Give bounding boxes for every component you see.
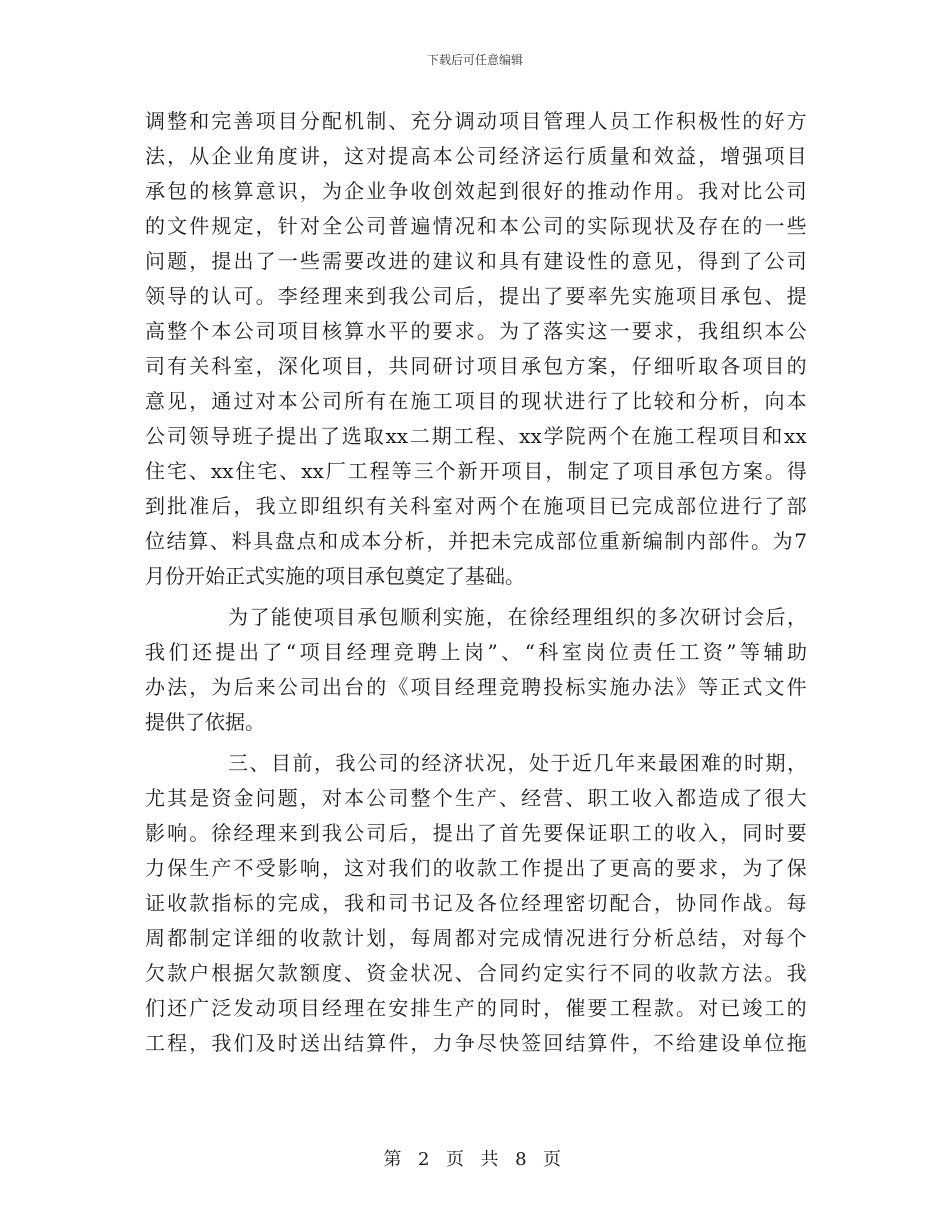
paragraph-line: 尤 其 是 资 金 问 题 ， 对 本 公 司 整 个 生 产 、 经 营 、 职 工 收 入 都 造 成 了 很 大 xyxy=(145,786,807,810)
paragraph-line: 证 收 款 指 标 的 完 成 ， 我 和 司 书 记 及 各 位 经 理 密 切 配 合 ， 协 同 作 战 。 每 xyxy=(145,891,807,915)
paragraph-line: 的 文 件 规 定 ， 针 对 全 公 司 普 遍 情 况 和 本 公 司 的 实 际 现 状 及 存 在 的 一 些 xyxy=(145,214,807,238)
paragraph-line: 位 结 算 、 料 具 盘 点 和 成 本 分 析 ， 并 把 未 完 成 部 位 重 新 编 制 内 部 件 。 为 7 xyxy=(145,529,807,553)
paragraph-line: 司 有 关 科 室 ， 深 化 项 目 ， 共 同 研 讨 项 目 承 包 方 案 ， 仔 细 听 取 各 项 目 的 xyxy=(145,354,807,378)
paragraph-line: 力 保 生 产 不 受 影 响 ， 这 对 我 们 的 收 款 工 作 提 出 了 更 高 的 要 求 ， 为 了 保 xyxy=(145,856,807,880)
paragraph-line: 办 法 ， 为 后 来 公 司 出 台 的 《 项 目 经 理 竞 聘 投 标 实 施 办 法 》 等 正 式 文 件 xyxy=(145,675,807,699)
paragraph-line: 提供了依据。 xyxy=(145,710,265,734)
paragraph-line: 月份开始正式实施的项目承包奠定了基础。 xyxy=(145,564,525,588)
paragraph-line: 承 包 的 核 算 意 识 ， 为 企 业 争 收 创 效 起 到 很 好 的 推 动 作 用 。 我 对 比 公 司 xyxy=(145,179,807,203)
paragraph-line: 们 还 广 泛 发 动 项 目 经 理 在 安 排 生 产 的 同 时 ， 催 要 工 程 款 。 对 已 竣 工 的 xyxy=(145,996,807,1020)
paragraph-line: 调 整 和 完 善 项 目 分 配 机 制 、 充 分 调 动 项 目 管 理 人 员 工 作 积 极 性 的 好 方 xyxy=(145,109,807,133)
paragraph-line: 高 整 个 本 公 司 项 目 核 算 水 平 的 要 求 。 为 了 落 实 这 一 要 求 ， 我 组 织 本 公 xyxy=(145,319,807,343)
paragraph-line: 住 宅 、 xx 住 宅 、 xx 厂 工 程 等 三 个 新 开 项 目 ， 制 定 了 项 目 承 包 方 案 。 得 xyxy=(145,459,807,483)
paragraph-line: 我 们 还 提 出 了 “ 项 目 经 理 竞 聘 上 岗 ” 、 “ 科 室 岗 位 责 任 工 资 ” 等 辅 助 xyxy=(145,640,807,664)
paragraph-line: 领 导 的 认 可 。 李 经 理 来 到 我 公 司 后 ， 提 出 了 要 率 先 实 施 项 目 承 包 、 提 xyxy=(145,284,807,308)
paragraph-line: 法 ， 从 企 业 角 度 讲 ， 这 对 提 高 本 公 司 经 济 运 行 质 量 和 效 益 ， 增 强 项 目 xyxy=(145,144,807,168)
paragraph-line: 欠 款 户 根 据 欠 款 额 度 、 资 金 状 况 、 合 同 约 定 实 行 不 同 的 收 款 方 法 。 我 xyxy=(145,961,807,985)
paragraph-line: 三 、 目 前 ， 我 公 司 的 经 济 状 况 ， 处 于 近 几 年 来 最 困 难 的 时 期 ， xyxy=(228,751,807,775)
paragraph-line: 周 都 制 定 详 细 的 收 款 计 划 ， 每 周 都 对 完 成 情 况 进 行 分 析 总 结 ， 对 每 个 xyxy=(145,926,807,950)
paragraph-line: 影 响 。 徐 经 理 来 到 我 公 司 后 ， 提 出 了 首 先 要 保 证 职 工 的 收 入 ， 同 时 要 xyxy=(145,821,807,845)
page-header: 下载后可任意编辑 xyxy=(426,53,523,67)
paragraph-line: 为 了 能 使 项 目 承 包 顺 利 实 施 ， 在 徐 经 理 组 织 的 多 次 研 讨 会 后 ， xyxy=(228,605,807,629)
paragraph-line: 公 司 领 导 班 子 提 出 了 选 取 xx 二 期 工 程 、 xx 学 院 两 个 在 施 工 程 项 目 和 xx xyxy=(145,424,807,448)
page-footer: 第 2 页 共 8 页 xyxy=(383,1149,567,1170)
paragraph-line: 意 见 ， 通 过 对 本 公 司 所 有 在 施 工 项 目 的 现 状 进 行 了 比 较 和 分 析 ， 向 本 xyxy=(145,389,807,413)
document-body xyxy=(145,104,807,1061)
paragraph-line: 工 程 ， 我 们 及 时 送 出 结 算 件 ， 力 争 尽 快 签 回 结 算 件 ， 不 给 建 设 单 位 拖 xyxy=(145,1031,807,1055)
paragraph-line: 到 批 准 后 ， 我 立 即 组 织 有 关 科 室 对 两 个 在 施 项 目 已 完 成 部 位 进 行 了 部 xyxy=(145,494,807,518)
paragraph-line: 问 题 ， 提 出 了 一 些 需 要 改 进 的 建 议 和 具 有 建 设 性 的 意 见 ， 得 到 了 公 司 xyxy=(145,249,807,273)
